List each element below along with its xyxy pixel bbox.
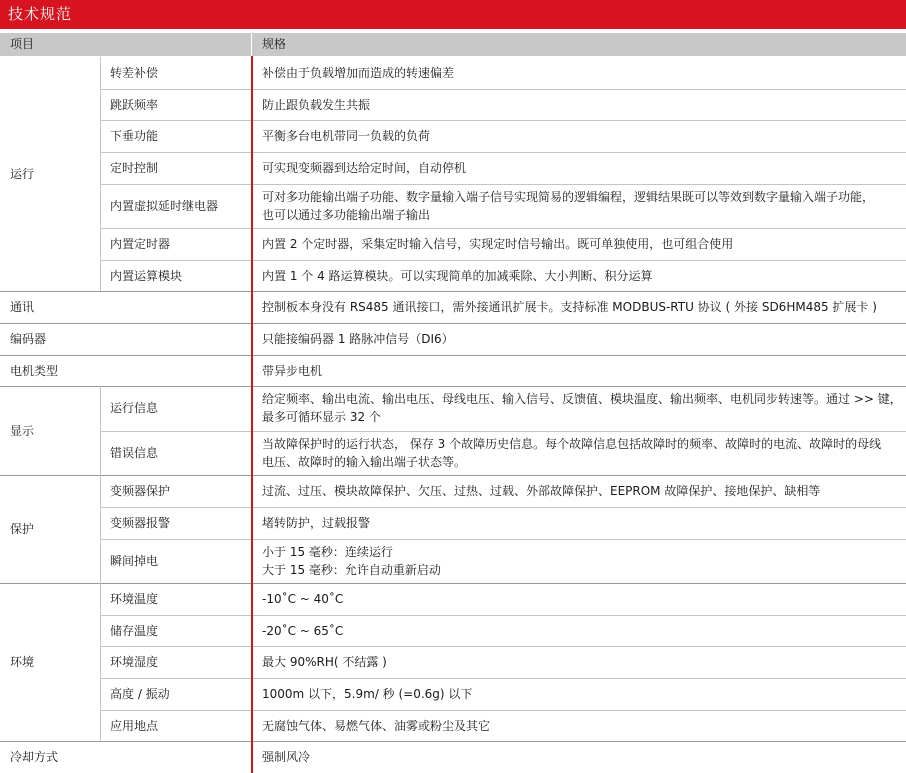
spec-line: 控制板本身没有 RS485 通讯接口，需外接通讯扩展卡。支持标准 MODBUS-RTU 协议 ( 外接 SD6HM485 扩展卡 ) — [262, 300, 877, 314]
spec-value — [262, 710, 902, 742]
sub-item-label: 跳跃频率 — [110, 98, 159, 112]
spec-line: 最多可循环显示 32 个 — [262, 410, 381, 424]
spec-line: 强制风冷 — [262, 750, 311, 764]
spec-line: 平衡多台电机带同一负载的负荷 — [262, 129, 431, 143]
spec-line: 过流、过压、模块故障保护、欠压、过热、过载、外部故障保护、EEPROM 故障保护、接地保护、缺相等 — [262, 484, 821, 498]
spec-line: 大于 15 毫秒：允许自动重新启动 — [262, 563, 441, 577]
spec-line: 防止跟负载发生共振 — [262, 98, 371, 112]
spec-value — [262, 539, 902, 583]
spec-value — [262, 152, 902, 184]
spec-line: 补偿由于负载增加而造成的转速偏差 — [262, 66, 455, 80]
spec-line: 给定频率、输出电流、输出电压、母线电压、输入信号、反馈值、模块温度、输出频率、电机同步转速等。通过 >> 键， — [262, 392, 902, 406]
sub-item-label: 运行信息 — [110, 401, 159, 415]
spec-line: 电压、故障时的输入输出端子状态等。 — [262, 455, 467, 469]
spec-value — [262, 260, 902, 292]
column-divider — [251, 56, 253, 773]
spec-value — [262, 120, 902, 152]
spec-line: 内置 2 个定时器，采集定时输入信号，实现定时信号输出。既可单独使用，也可组合使用 — [262, 237, 734, 251]
spec-line: 当故障保护时的运行状态， 保存 3 个故障历史信息。每个故障信息包括故障时的频率、故障时的电流、故障时的母线 — [262, 437, 882, 451]
spec-value — [262, 583, 902, 615]
spec-line: 可对多功能输出端子功能、数字量输入端子信号实现简易的逻辑编程，逻辑结果既可以等效到数字量输入端子功能， — [262, 190, 875, 204]
spec-value — [262, 386, 902, 430]
spec-value — [262, 678, 902, 710]
spec-line: 带异步电机 — [262, 364, 323, 378]
spec-line: -20˚C ~ 65˚C — [262, 624, 344, 638]
spec-value — [262, 615, 902, 647]
subcolumn-divider — [100, 57, 101, 291]
header-spec: 规格 — [262, 37, 287, 51]
sub-item-label: 定时控制 — [110, 161, 159, 175]
sub-item-label: 内置定时器 — [110, 237, 171, 251]
group-label: 保护 — [10, 522, 35, 536]
spec-line: 小于 15 毫秒：连续运行 — [262, 545, 393, 559]
spec-value — [262, 355, 902, 387]
spec-value — [262, 741, 902, 773]
sub-item-label: 内置虚拟延时继电器 — [110, 199, 219, 213]
sub-item-label: 环境温度 — [110, 592, 159, 606]
spec-line: 最大 90%RH( 不结露 ) — [262, 655, 387, 669]
spec-line: 可实现变频器到达给定时间，自动停机 — [262, 161, 467, 175]
spec-value — [262, 89, 902, 121]
group-label: 编码器 — [10, 332, 47, 346]
group-label: 冷却方式 — [10, 750, 59, 764]
spec-value — [262, 57, 902, 89]
spec-line: 无腐蚀气体、易燃气体、油雾或粉尘及其它 — [262, 719, 491, 733]
subcolumn-divider — [100, 475, 101, 583]
sub-item-label: 变频器保护 — [110, 484, 171, 498]
spec-value — [262, 228, 902, 260]
subcolumn-divider — [100, 386, 101, 475]
spec-line: 只能接编码器 1 路脉冲信号（DI6） — [262, 332, 454, 346]
sub-item-label: 下垂功能 — [110, 129, 159, 143]
spec-line: 内置 1 个 4 路运算模块。可以实现简单的加减乘除、大小判断、积分运算 — [262, 269, 653, 283]
spec-value — [262, 507, 902, 539]
section-title: 技术规范 — [0, 0, 906, 29]
group-label: 环境 — [10, 655, 35, 669]
sub-item-label: 瞬间掉电 — [110, 554, 159, 568]
sub-item-label: 错误信息 — [110, 446, 159, 460]
group-label: 显示 — [10, 423, 35, 438]
spec-value — [262, 431, 902, 475]
spec-value — [262, 646, 902, 678]
header-divider — [251, 33, 252, 56]
sub-item-label: 内置运算模块 — [110, 269, 183, 283]
sub-item-label: 高度 / 振动 — [110, 687, 170, 701]
sub-item-label: 应用地点 — [110, 719, 159, 733]
spec-value — [262, 184, 902, 228]
group-label: 电机类型 — [10, 364, 59, 378]
spec-line: -10˚C ~ 40˚C — [262, 592, 344, 606]
group-label: 运行 — [10, 167, 35, 181]
spec-value — [262, 291, 902, 323]
table-header — [0, 33, 906, 56]
spec-value — [262, 475, 902, 507]
spec-line: 1000m 以下，5.9m/ 秒 (=0.6g) 以下 — [262, 687, 473, 701]
header-item: 项目 — [10, 37, 35, 51]
group-label: 通讯 — [10, 300, 35, 314]
sub-item-label: 储存温度 — [110, 624, 159, 638]
sub-item-label: 变频器报警 — [110, 516, 171, 530]
subcolumn-divider — [100, 583, 101, 741]
spec-line: 堵转防护，过载报警 — [262, 516, 371, 530]
sub-item-label: 转差补偿 — [110, 66, 159, 80]
spec-line: 也可以通过多功能输出端子输出 — [262, 208, 431, 222]
spec-value — [262, 323, 902, 355]
sub-item-label: 环境湿度 — [110, 655, 159, 669]
